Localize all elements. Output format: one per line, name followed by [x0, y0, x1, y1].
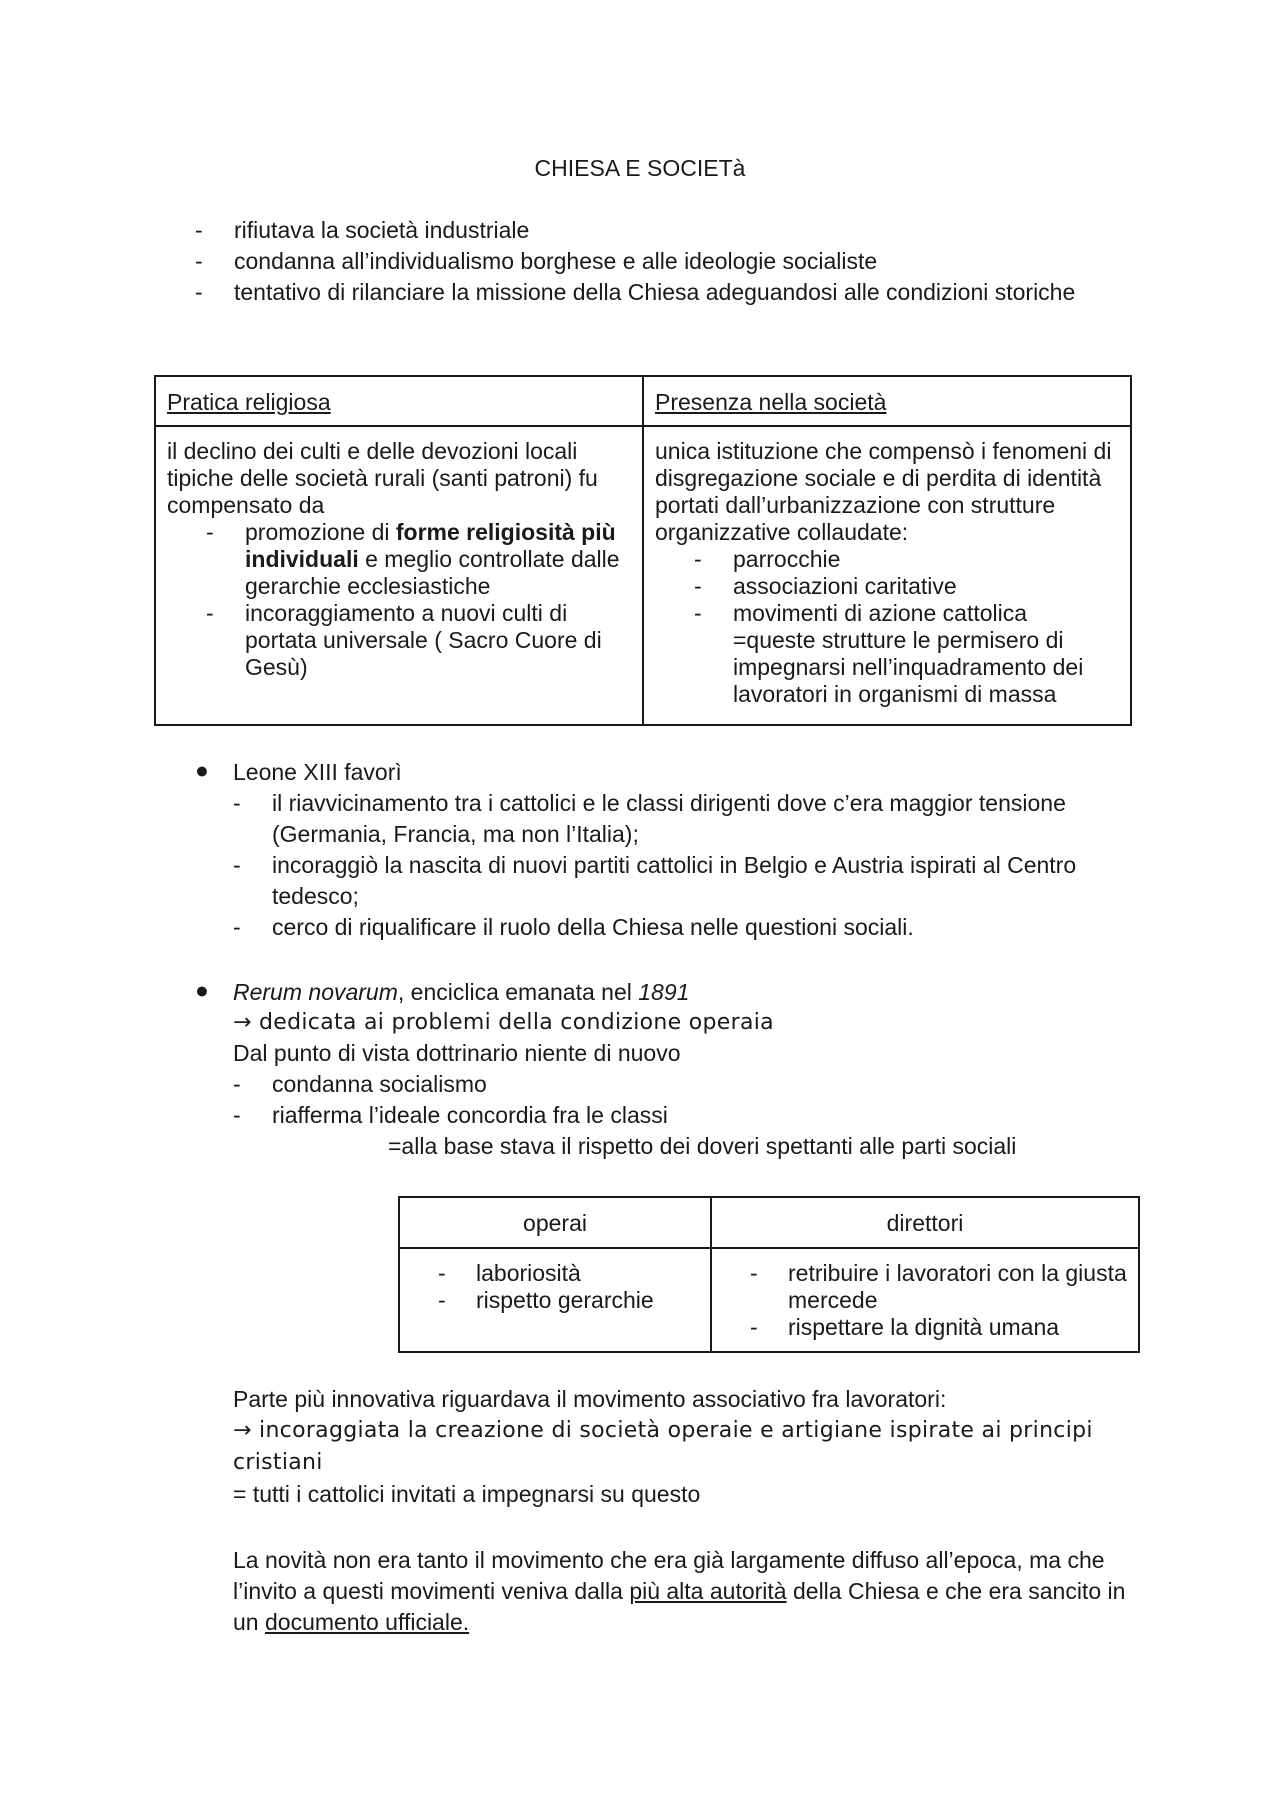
text-segment: , enciclica emanata nel: [397, 979, 639, 1005]
table-header-cell: direttori: [711, 1197, 1139, 1248]
table-header-cell: [643, 376, 1131, 426]
rerum-note: =alla base stava il rispetto dei doveri spettanti alle parti sociali: [388, 1133, 1017, 1159]
duties-table: [398, 1196, 1140, 1353]
italic-title: Rerum novarum: [233, 979, 398, 1005]
list-item: - incoraggiò la nascita di nuovi partiti cattolici in Belgio e Austria ispirati al Centro tedesco;: [233, 850, 1155, 912]
list-item: - condanna socialismo: [233, 1069, 1155, 1100]
cell-list: [206, 519, 631, 681]
arrow-line: → incoraggiata la creazione di società operaie e artigiane ispirate ai principi cristiani: [233, 1418, 1093, 1475]
list-item: - laboriosità: [438, 1260, 700, 1287]
rerum-section: [195, 977, 1155, 1162]
list-item: - cerco di riqualificare il ruolo della Chiesa nelle questioni sociali.: [233, 912, 1155, 943]
doctrine-line: Dal punto di vista dottrinario niente di nuovo: [233, 1040, 681, 1066]
rerum-list: [233, 1069, 1155, 1131]
cell-list: [694, 546, 1119, 708]
cell-list: [438, 1260, 700, 1314]
bullet-dot: ●: [195, 757, 209, 783]
text-segment: della Chiesa e che era sancito in un: [233, 1578, 1126, 1635]
text-segment: La novità non era tanto il movimento che era già largamente diffuso all’epoca, ma che l’invito a questi movimenti veniva dalla: [233, 1547, 1105, 1604]
list-item: - il riavvicinamento tra i cattolici e le classi dirigenti dove c’era maggior tensione (Germania, Francia, ma non l’Italia);: [233, 788, 1155, 850]
text-segment: movimenti di azione cattolica: [733, 600, 1028, 626]
list-item: [206, 519, 631, 600]
table-cell: [711, 1248, 1139, 1352]
novelty-paragraph: [233, 1545, 1133, 1638]
list-item: [694, 600, 1119, 708]
bullet-dot: ●: [195, 977, 209, 1003]
table-cell: [643, 426, 1131, 725]
innovation-paragraph: [233, 1384, 1133, 1510]
list-item: - riafferma l’ideale concordia fra le classi: [233, 1100, 1155, 1131]
cell-intro: il declino dei culti e delle devozioni locali tipiche delle società rurali (santi patroni) fu compensato da: [167, 438, 598, 518]
italic-year: 1891: [638, 979, 690, 1005]
list-item: - retribuire i lavoratori con la giusta mercede: [750, 1260, 1128, 1314]
table-cell: [155, 426, 643, 725]
list-item: - rifiutava la società industriale: [195, 217, 1195, 248]
list-item: - incoraggiamento a nuovi culti di portata universale ( Sacro Cuore di Gesù): [206, 600, 631, 681]
cell-list: [750, 1260, 1128, 1341]
table-header-cell: operai: [399, 1197, 711, 1248]
arrow-line: → dedicata ai problemi della condizione operaia: [233, 1010, 774, 1035]
leone-section: [195, 757, 1155, 943]
text-segment: promozione di: [245, 519, 396, 545]
table-cell: [399, 1248, 711, 1352]
header-presenza-societa: Presenza nella società: [655, 389, 887, 415]
leone-list: [233, 788, 1155, 943]
innovation-equals: = tutti i cattolici invitati a impegnarsi su questo: [233, 1481, 701, 1507]
list-item: - rispettare la dignità umana: [750, 1314, 1128, 1341]
list-item: - condanna all’individualismo borghese e alle ideologie socialiste: [195, 248, 1195, 279]
cell-intro: unica istituzione che compensò i fenomeni di disgregazione sociale e di perdita di identità portati dall’urbanizzazione con strutture organizzative collaudate:: [655, 438, 1112, 545]
underlined-text: più alta autorità: [629, 1578, 787, 1604]
cell-note: =queste strutture le permisero di impegnarsi nell’inquadramento dei lavoratori in organismi di massa: [733, 627, 1084, 707]
list-item: - associazioni caritative: [694, 573, 1119, 600]
table-header-cell: [155, 376, 643, 426]
page-title: CHIESA E SOCIETà: [534, 155, 746, 181]
underlined-text: documento ufficiale.: [264, 1609, 470, 1635]
bold-text: forme religiosità più individuali: [245, 519, 616, 572]
religion-society-table: [154, 375, 1132, 726]
list-item: - tentativo di rilanciare la missione della Chiesa adeguandosi alle condizioni storiche: [195, 279, 1195, 310]
innovation-line: Parte più innovativa riguardava il movimento associativo fra lavoratori:: [233, 1386, 947, 1412]
section-heading: Leone XIII favorì: [233, 759, 402, 785]
intro-list: [195, 217, 1195, 310]
text-segment: e meglio controllate dalle gerarchie ecclesiastiche: [245, 546, 620, 599]
section-heading: [233, 977, 1155, 1008]
header-pratica-religiosa: Pratica religiosa: [167, 389, 331, 415]
list-item: - parrocchie: [694, 546, 1119, 573]
list-item: - rispetto gerarchie: [438, 1287, 700, 1314]
